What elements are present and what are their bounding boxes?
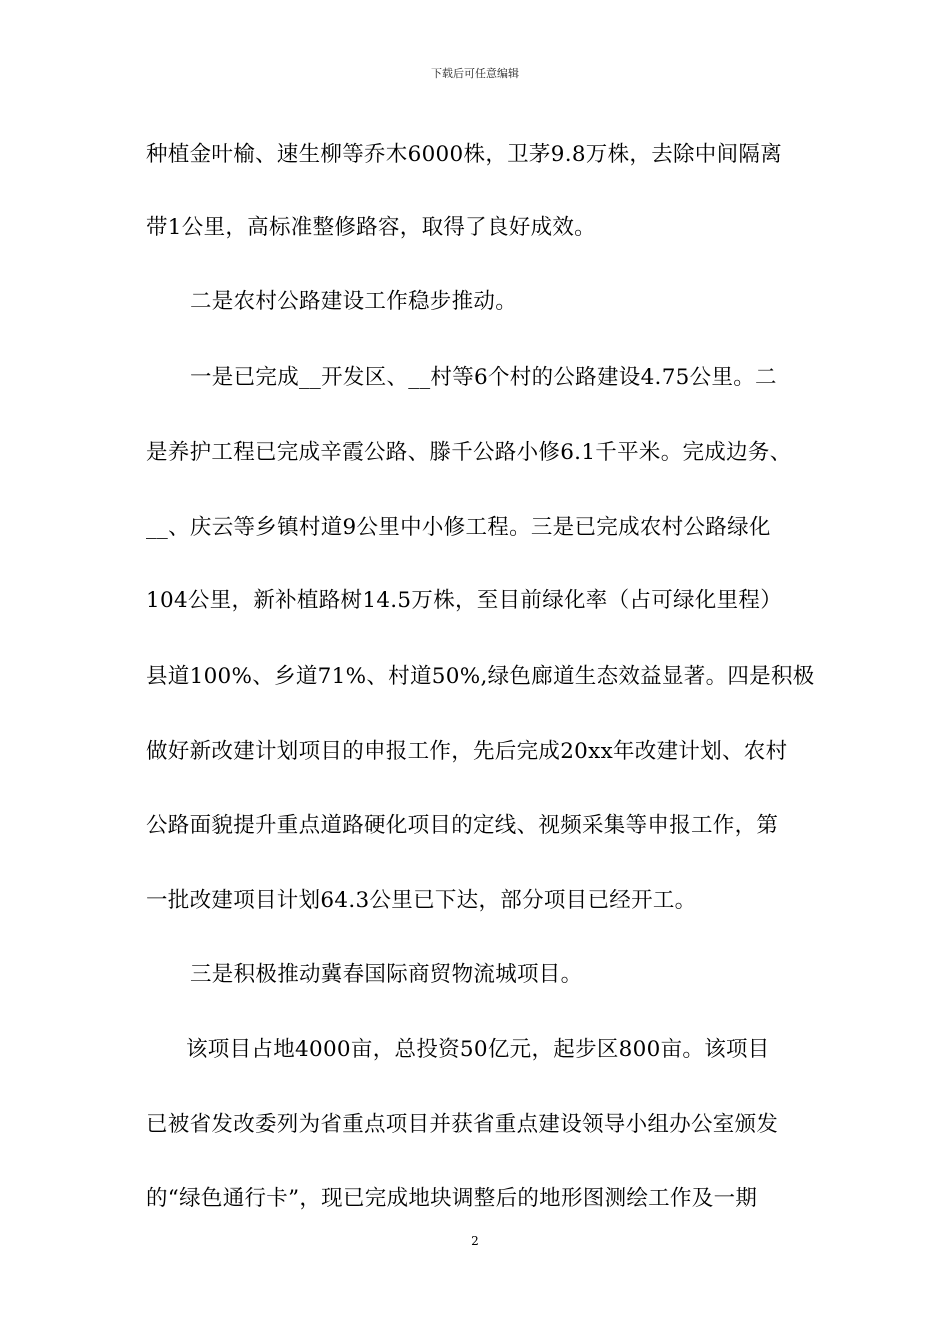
- page-number: 2: [471, 1234, 479, 1248]
- text-line: 公路面貌提升重点道路硬化项目的定线、视频采集等申报工作，第: [146, 813, 779, 838]
- text-line: 104公里，新补植路树14.5万株，至目前绿化率（占可绿化里程）: [146, 588, 783, 613]
- text-line: 做好新改建计划项目的申报工作，先后完成20xx年改建计划、农村: [146, 739, 788, 764]
- text-line: 三是积极推动冀春国际商贸物流城项目。: [190, 962, 583, 987]
- text-line: 一批改建项目计划64.3公里已下达，部分项目已经开工。: [146, 888, 697, 913]
- text-line: 县道100%、乡道71%、村道50%,绿色廊道生态效益显著。四是积极: [146, 664, 815, 689]
- text-line: __、庆云等乡镇村道9公里中小修工程。三是已完成农村公路绿化: [146, 515, 771, 540]
- text-line: 二是农村公路建设工作稳步推动。: [190, 289, 518, 314]
- text-line: 已被省发改委列为省重点项目并获省重点建设领导小组办公室颁发: [146, 1112, 779, 1137]
- text-line: 是养护工程已完成辛霞公路、滕千公路小修6.1千平米。完成边务、: [146, 440, 792, 465]
- text-line: 一是已完成__开发区、__村等6个村的公路建设4.75公里。二: [190, 365, 777, 390]
- page-header: 下载后可任意编辑: [431, 67, 519, 80]
- text-line: 种植金叶榆、速生柳等乔木6000株，卫茅9.8万株，去除中间隔离: [146, 142, 783, 167]
- text-line: 带1公里，高标准整修路容，取得了良好成效。: [146, 215, 596, 240]
- text-line: 的“绿色通行卡”，现已完成地块调整后的地形图测绘工作及一期: [146, 1186, 758, 1211]
- text-line: 该项目占地4000亩，总投资50亿元，起步区800亩。该项目: [186, 1037, 770, 1062]
